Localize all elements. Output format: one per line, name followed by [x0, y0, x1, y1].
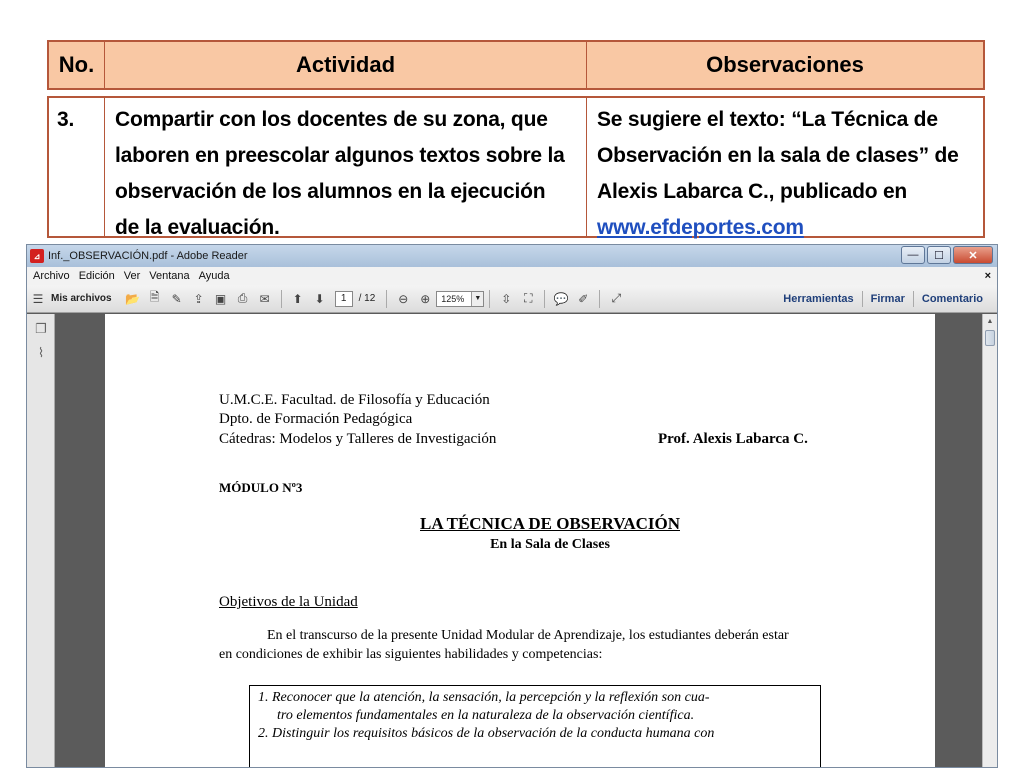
upload-icon[interactable]: ⇪: [193, 291, 204, 306]
table-header: [47, 40, 985, 90]
toolbar-divider: [386, 290, 387, 308]
zoom-out-icon[interactable]: ⊖: [398, 291, 409, 306]
activity-line: de la evaluación.: [115, 216, 280, 239]
window-title: Inf._OBSERVACIÓN.pdf - Adobe Reader: [48, 250, 248, 262]
save-icon[interactable]: ▣: [214, 291, 227, 306]
objective-item: 2. Distinguir los requisitos básicos de la observación de la conducta humana con: [258, 726, 715, 741]
activity-cell: [105, 98, 587, 239]
menu-edicion[interactable]: Edición: [78, 270, 115, 282]
module-label: MÓDULO Nº3: [219, 480, 303, 495]
expand-icon[interactable]: ⤢: [611, 291, 622, 305]
highlight-icon[interactable]: ✐: [578, 291, 589, 306]
maximize-icon[interactable]: ☐: [927, 246, 951, 264]
efdeportes-link[interactable]: www.efdeportes.com: [597, 216, 804, 239]
toolbar-divider: [489, 290, 490, 308]
adobe-reader-window: [26, 244, 998, 768]
email-icon[interactable]: ✉: [259, 291, 270, 306]
toolbar-divider: [544, 290, 545, 308]
comment-icon[interactable]: 💬: [553, 291, 569, 306]
toolbar-divider: [281, 290, 282, 308]
professor-name: Prof. Alexis Labarca C.: [658, 431, 808, 447]
navigation-pane: [27, 314, 55, 768]
print-icon[interactable]: ⎙: [237, 291, 248, 305]
page-total: / 12: [358, 293, 376, 304]
observation-line: Se sugiere el texto: “La Técnica de: [597, 108, 938, 131]
previous-page-icon[interactable]: ⬆: [292, 291, 303, 306]
row-number: 3.: [49, 98, 105, 236]
title-bar: [27, 245, 997, 267]
activity-line: Compartir con los docentes de su zona, que: [115, 108, 548, 131]
toolbar: [27, 285, 997, 313]
chevron-down-icon[interactable]: ▼: [471, 292, 483, 306]
header-observations: Observaciones: [706, 52, 864, 77]
vertical-scrollbar[interactable]: [982, 314, 997, 768]
objective-item: tro elementos fundamentales en la naturaleza de la observación científica.: [277, 708, 695, 723]
sign-button[interactable]: Firmar: [870, 292, 905, 305]
document-subtitle: En la Sala de Clases: [490, 537, 610, 552]
objective-item: 1. Reconocer que la atención, la sensación, la percepción y la reflexión son cua-: [258, 690, 710, 705]
zoom-select[interactable]: [436, 291, 484, 307]
header-line: U.M.C.E. Facultad. de Filosofía y Educación: [219, 392, 490, 408]
tools-button[interactable]: Herramientas: [783, 292, 854, 305]
header-line: Cátedras: Modelos y Talleres de Investigación: [219, 431, 497, 447]
intro-paragraph: En el transcurso de la presente Unidad Modular de Aprendizaje, los estudiantes deberán estar: [267, 628, 789, 643]
pdf-icon: ⊿: [30, 249, 44, 263]
open-icon[interactable]: 📂: [125, 291, 141, 306]
toolbar-right-panel: [775, 291, 991, 307]
objectives-box: [249, 685, 821, 768]
menu-archivo[interactable]: Archivo: [33, 270, 70, 282]
next-page-icon[interactable]: ⬇: [314, 291, 325, 306]
scroll-up-icon[interactable]: ▲: [986, 317, 994, 325]
create-pdf-icon[interactable]: 🗎: [149, 290, 160, 304]
activity-line: observación de los alumnos en la ejecución: [115, 180, 546, 203]
table-row: [47, 96, 985, 238]
pages-icon[interactable]: ❐: [35, 321, 47, 336]
objectives-heading: Objetivos de la Unidad: [219, 594, 358, 610]
zoom-in-icon[interactable]: ⊕: [420, 291, 431, 306]
document-close-icon[interactable]: ×: [984, 270, 991, 282]
intro-paragraph: en condiciones de exhibir las siguientes habilidades y competencias:: [219, 647, 603, 662]
header-line: Dpto. de Formación Pedagógica: [219, 411, 413, 427]
menu-ver[interactable]: Ver: [123, 270, 141, 282]
observations-cell: [587, 98, 983, 239]
header-activity: Actividad: [105, 42, 587, 88]
menu-ventana[interactable]: Ventana: [149, 270, 190, 282]
page-number-input[interactable]: 1: [335, 291, 353, 307]
scrollbar-thumb[interactable]: [985, 330, 995, 346]
document-title: LA TÉCNICA DE OBSERVACIÓN: [420, 514, 680, 533]
attachment-icon[interactable]: ⌇: [37, 345, 45, 360]
scroll-mode-icon[interactable]: ⇳: [501, 291, 512, 306]
minimize-icon[interactable]: —: [901, 246, 925, 264]
menu-ayuda[interactable]: Ayuda: [198, 270, 230, 282]
observation-line: Alexis Labarca C., publicado en: [597, 180, 908, 203]
zoom-value: 125%: [441, 293, 465, 304]
edit-icon[interactable]: ✎: [171, 291, 182, 306]
observation-line: Observación en la sala de clases” de: [597, 144, 959, 167]
comment-button[interactable]: Comentario: [921, 292, 983, 305]
fit-page-icon[interactable]: ⛶: [524, 291, 533, 305]
header-no: No.: [49, 42, 105, 88]
close-icon[interactable]: ✕: [953, 246, 993, 264]
pdf-page: [105, 314, 935, 768]
menu-bar: [27, 267, 997, 285]
toolbar-divider: [599, 290, 600, 308]
my-files-button[interactable]: Mis archivos: [51, 293, 112, 304]
hamburger-icon[interactable]: ☰: [32, 291, 44, 306]
window-controls: [901, 246, 993, 264]
activity-line: laboren en preescolar algunos textos sobre la: [115, 144, 565, 167]
